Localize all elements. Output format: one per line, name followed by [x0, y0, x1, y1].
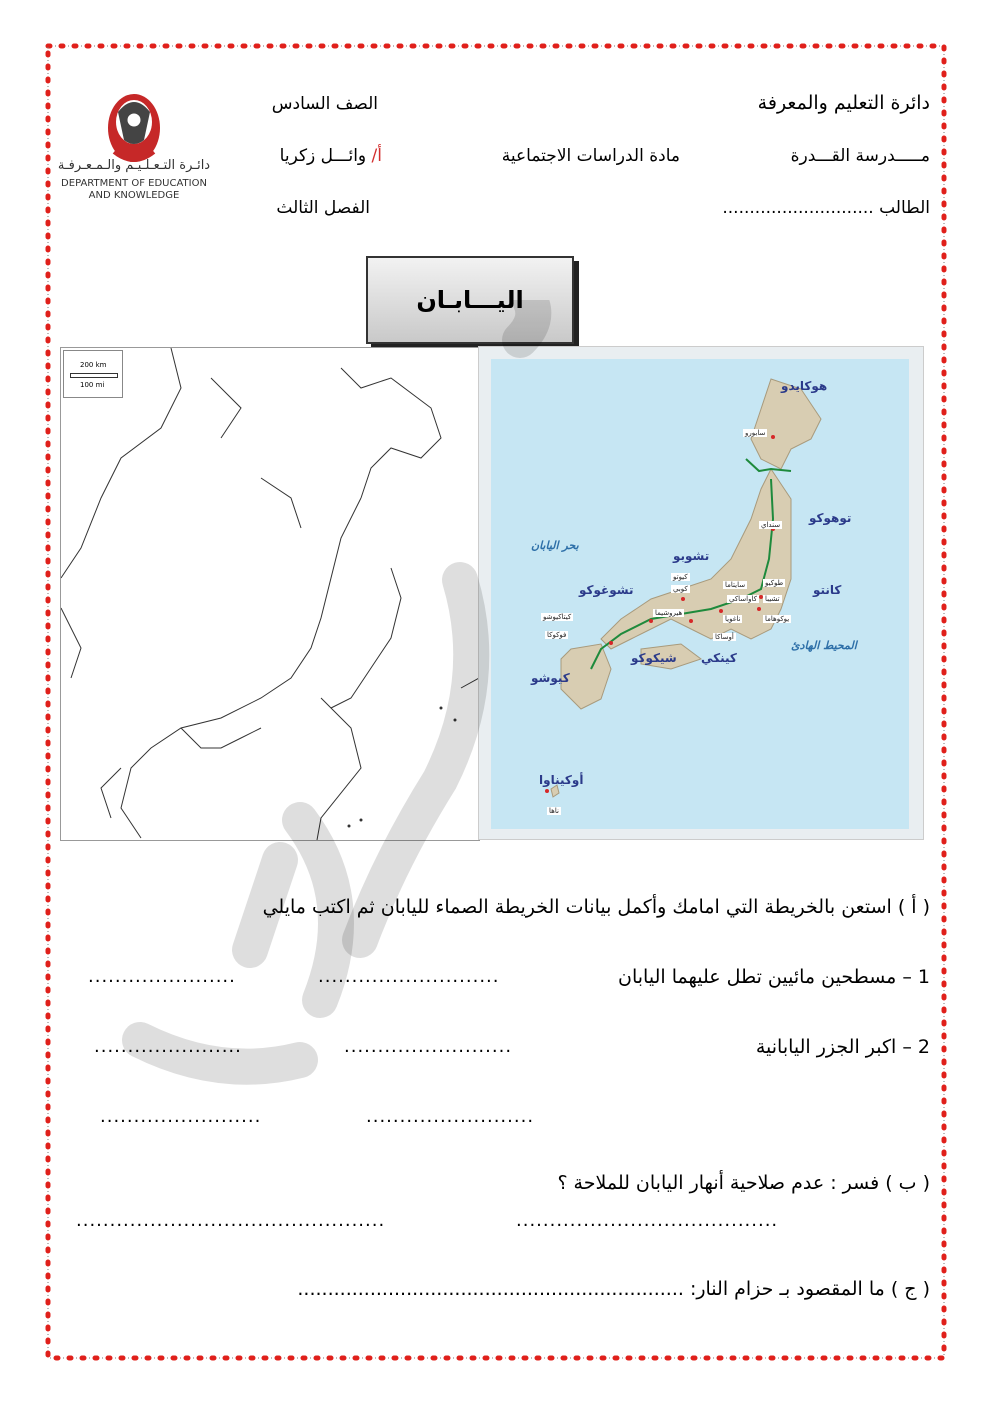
logo-text-en-2: AND KNOWLEDGE — [88, 190, 180, 201]
answer-2c[interactable]: ......................... — [366, 1106, 535, 1127]
sea-label: المحيط الهادئ — [791, 639, 857, 652]
region-label: أوكيناوا — [539, 773, 584, 787]
city-label: كيوتو — [673, 573, 688, 581]
reference-map — [478, 346, 924, 840]
teacher — [280, 146, 382, 166]
question-2: 2 – اكبر الجزر اليابانية — [755, 1036, 930, 1058]
japan-islands — [491, 359, 909, 829]
answer-1a[interactable]: ........................... — [318, 966, 500, 987]
question-b: ( ب ) فسر : عدم صلاحية أنهار اليابان للملاحة ؟ — [557, 1172, 930, 1194]
city-label: كوبي — [673, 585, 688, 593]
region-label: هوكايدو — [781, 379, 828, 393]
city-label: فوكوكا — [547, 631, 567, 639]
scale-2: 100 mi — [80, 381, 105, 389]
scale-1: 200 km — [80, 361, 107, 369]
region-label: كينكي — [701, 651, 737, 665]
answer-1b[interactable]: ...................... — [88, 966, 236, 987]
logo — [48, 82, 220, 212]
student-name-field[interactable]: الطالب ............................ — [722, 198, 930, 218]
region-label: شيكوكو — [631, 651, 677, 665]
question-a: ( أ ) استعن بالخريطة التي امامك وأكمل بيانات الخريطة الصماء لليابان ثم اكتب مايلي — [262, 896, 930, 918]
city-label: ناغويا — [725, 615, 741, 623]
subject: مادة الدراسات الاجتماعية — [501, 146, 680, 166]
city-label: أوساكا — [715, 633, 734, 641]
department-name: دائرة التعليم والمعرفة — [757, 92, 930, 114]
city-label: تشيبا — [765, 595, 780, 603]
answer-2b[interactable]: ...................... — [94, 1036, 242, 1057]
japan-outline-map — [61, 348, 479, 840]
region-label: توهوكو — [809, 511, 852, 525]
question-c[interactable]: ( ج ) ما المقصود بـ حزام النار: ................................................................ — [297, 1278, 930, 1300]
city-label: سايتاما — [725, 581, 746, 589]
city-label: ناها — [549, 807, 559, 815]
question-1: 1 – مسطحين مائيين تطل عليهما اليابان — [618, 966, 930, 988]
city-label: كيتاكيوشو — [543, 613, 572, 621]
teacher-name: وائـــل زكريا — [279, 146, 367, 166]
school-name: مـــــدرسة القـــدرة — [790, 146, 930, 166]
region-label: كانتو — [813, 583, 842, 597]
answer-2a[interactable]: ......................... — [344, 1036, 513, 1057]
teacher-prefix: أ/ — [371, 146, 382, 166]
blank-map — [60, 347, 480, 841]
region-label: كيوشو — [531, 671, 570, 685]
term: الفصل الثالث — [276, 198, 370, 218]
city-label: سابورو — [745, 429, 766, 437]
answer-b1[interactable]: ....................................... — [516, 1210, 779, 1231]
region-label: تشوغوكو — [579, 583, 634, 597]
grade: الصف السادس — [271, 94, 378, 114]
answer-2d[interactable]: ........................ — [100, 1106, 262, 1127]
city-label: سنداي — [761, 521, 781, 529]
city-label: طوكيو — [765, 579, 784, 587]
region-label: تشوبو — [673, 549, 710, 563]
reference-map-sea — [491, 359, 909, 829]
city-label: يوكوهاما — [765, 615, 790, 623]
answer-b2[interactable]: .............................................. — [76, 1210, 386, 1231]
city-label: هيروشيما — [655, 609, 683, 617]
logo-text-ar: دائـرة التـعـلـيـم والـمـعـرفـة — [57, 158, 211, 173]
logo-text-en-1: DEPARTMENT OF EDUCATION — [61, 178, 207, 189]
sea-label: بحر اليابان — [531, 539, 579, 552]
page-title: اليـــابـان — [366, 256, 574, 344]
city-label: كاواساكي — [729, 595, 757, 603]
